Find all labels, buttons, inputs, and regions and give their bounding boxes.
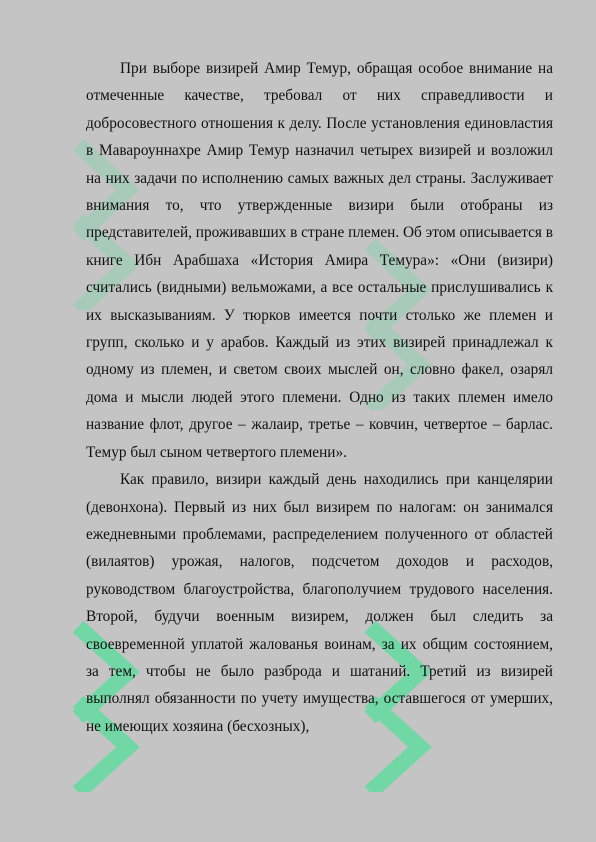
paragraph: При выборе визирей Амир Темур, обращая особое внимание на отмеченные качестве, требовал от них справедливости и добросовестного отношения к делу. После установления единовластия в Мавароуннахре Амир Темур назначил четырех визирей и возложил на них задачи по исполнению самых важных дел страны. Заслуживает внимания то, что утвержденные визири были отобраны из представителей, проживавших в стране племен. Об этом описывается в книге Ибн Арабшаха «История Амира Темура»: «Они (визири) считались (видными) вельможами, а все остальные прислушивались к их высказываниям. У тюрков имеется почти столько же племен и групп, сколько и у арабов. Каждый из этих визирей принадлежал к одному из племен, и светом своих мыслей он, словно факел, озарял дома и мысли людей этого племени. Одно из таких племен имело название флот, другое – жалаир, третье – ковчин, четвертое – барлас. Темур был сыном четвертого племени». bbox=[86, 60, 553, 461]
paragraph: Как правило, визири каждый день находились при канцелярии (девонхона). Первый из них был визирем по налогам: он занимался ежедневными проблемами, распределением полученного от областей (вилаятов) урожая, налогов, подсчетом доходов и расходов, руководством благоустройства, благополучием трудового населения. Второй, будучи военным визирем, должен был следить за своевременной уплатой жалованья воинам, за их общим состоянием, за тем, чтобы не было разброда и шатаний. Третий из визирей выполнял обязанности по учету имущества, оставшегося от умерших, не имеющих хозяина (бесхозных), bbox=[86, 471, 553, 735]
body-text bbox=[86, 55, 553, 740]
